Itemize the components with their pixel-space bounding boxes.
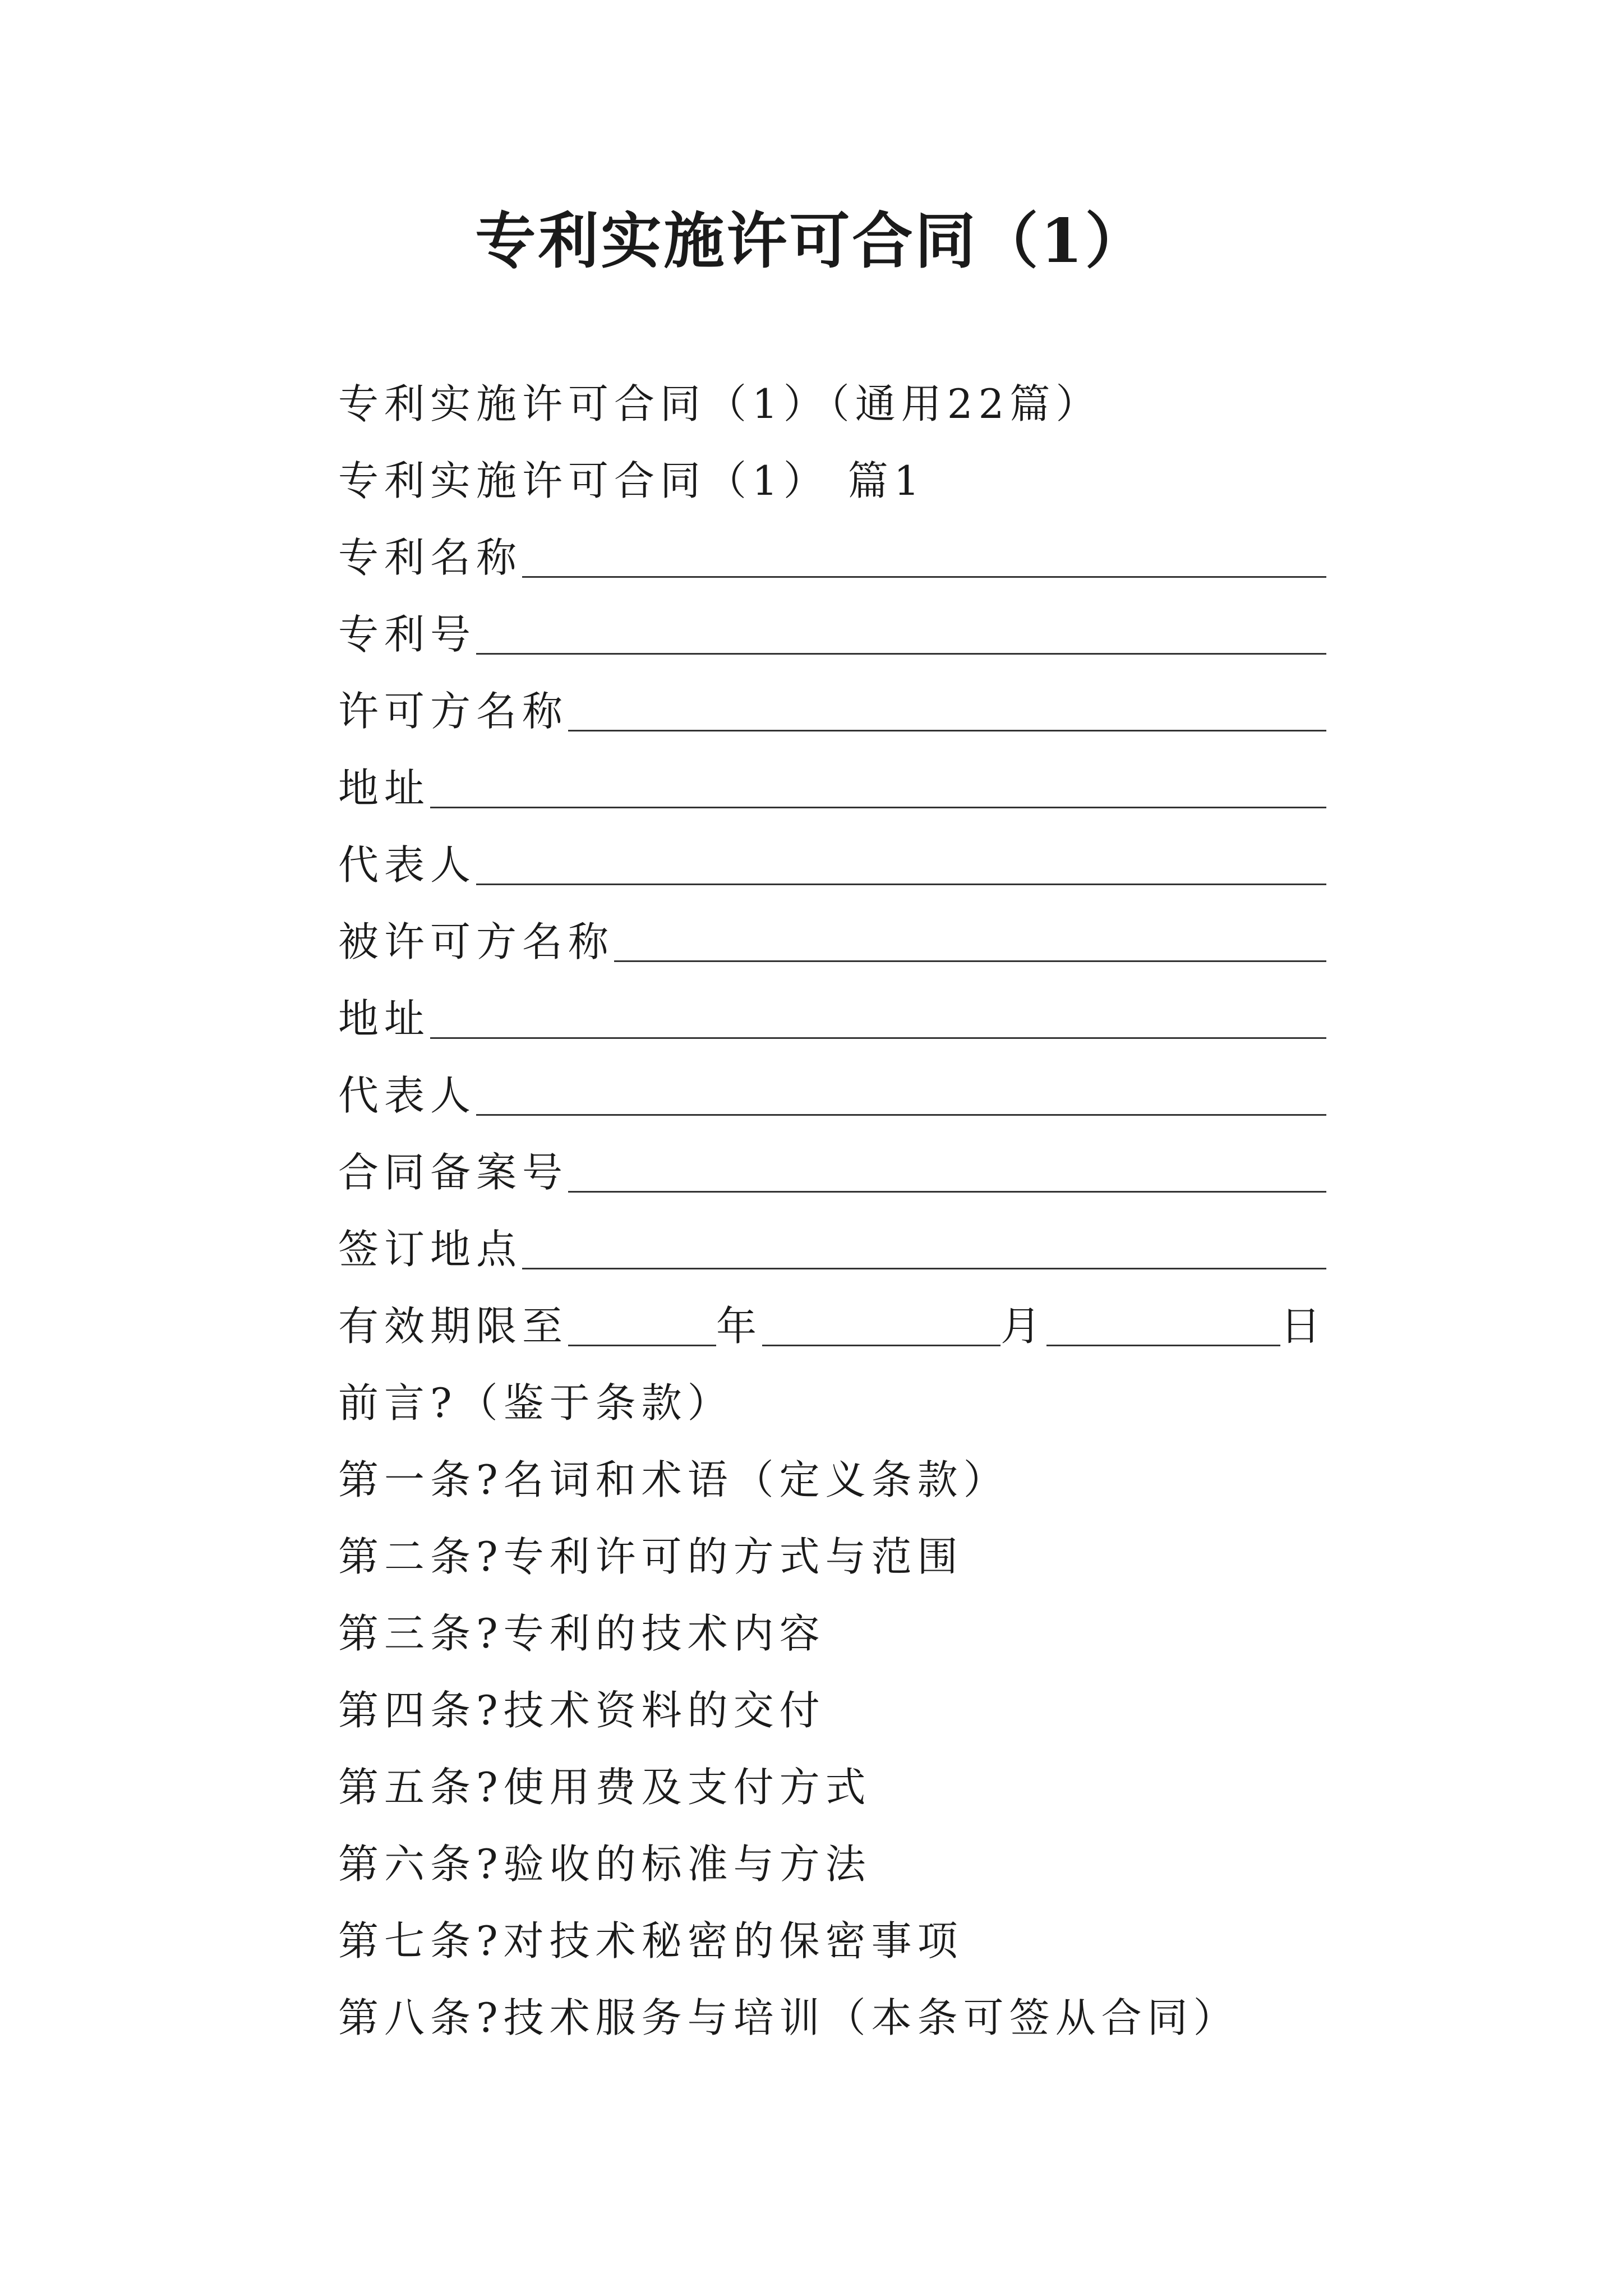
document-subtitle: 专利实施许可合同（1）（通用22篇） (338, 380, 1102, 427)
field-label: 被许可方名称 (338, 918, 615, 965)
field-signing-location (338, 1216, 1326, 1277)
section-heading: 专利实施许可合同（1） 篇1 (338, 457, 925, 504)
field-contract-record-number (338, 1139, 1326, 1200)
field-label: 代表人 (338, 1072, 477, 1119)
fill-blank-day (1046, 1345, 1280, 1346)
field-label: 代表人 (338, 841, 477, 889)
fill-blank (614, 960, 1326, 962)
clause-item: 第八条?技术服务与培训（本条可签从合同） (338, 1994, 1239, 2041)
document-title: 专利实施许可合同（1） (475, 206, 1148, 277)
fill-blank (476, 884, 1326, 885)
field-label: 合同备案号 (338, 1149, 569, 1196)
fill-blank (568, 1191, 1326, 1193)
fill-blank (522, 576, 1326, 578)
clause-item: 第五条?使用费及支付方式 (338, 1764, 872, 1811)
field-label: 地址 (338, 995, 431, 1042)
clause-item: 前言?（鉴于条款） (338, 1379, 734, 1427)
fill-blank-year (568, 1345, 716, 1346)
clause-item: 第七条?对技术秘密的保密事项 (338, 1917, 963, 1964)
fill-blank-month (762, 1345, 1000, 1346)
field-licensor-address (338, 754, 1326, 816)
clause-item: 第四条?技术资料的交付 (338, 1687, 826, 1734)
fill-blank (568, 730, 1326, 731)
year-unit: 年 (716, 1303, 763, 1350)
clause-item: 第六条?验收的标准与方法 (338, 1841, 872, 1888)
field-validity-period (338, 1292, 1326, 1354)
field-licensee-representative (338, 1062, 1326, 1124)
field-label: 签订地点 (338, 1226, 523, 1273)
field-label: 专利号 (338, 611, 477, 658)
field-licensee-name (338, 908, 1326, 970)
clause-item: 第二条?专利许可的方式与范围 (338, 1533, 963, 1580)
field-patent-number (338, 601, 1326, 662)
clause-item: 第一条?名词和术语（定义条款） (338, 1456, 1009, 1503)
fill-blank (430, 807, 1326, 808)
field-licensor-representative (338, 831, 1326, 893)
month-unit: 月 (1000, 1303, 1047, 1350)
field-licensee-address (338, 985, 1326, 1047)
field-patent-name (338, 524, 1326, 586)
field-label: 专利名称 (338, 534, 523, 581)
field-label: 有效期限至 (338, 1303, 569, 1350)
fill-blank (522, 1268, 1326, 1269)
fill-blank (430, 1037, 1326, 1039)
field-label: 许可方名称 (338, 688, 569, 735)
clause-item: 第三条?专利的技术内容 (338, 1610, 826, 1657)
field-licensor-name (338, 678, 1326, 739)
day-unit: 日 (1280, 1303, 1326, 1350)
fill-blank (476, 1114, 1326, 1116)
field-label: 地址 (338, 765, 431, 812)
fill-blank (476, 653, 1326, 655)
